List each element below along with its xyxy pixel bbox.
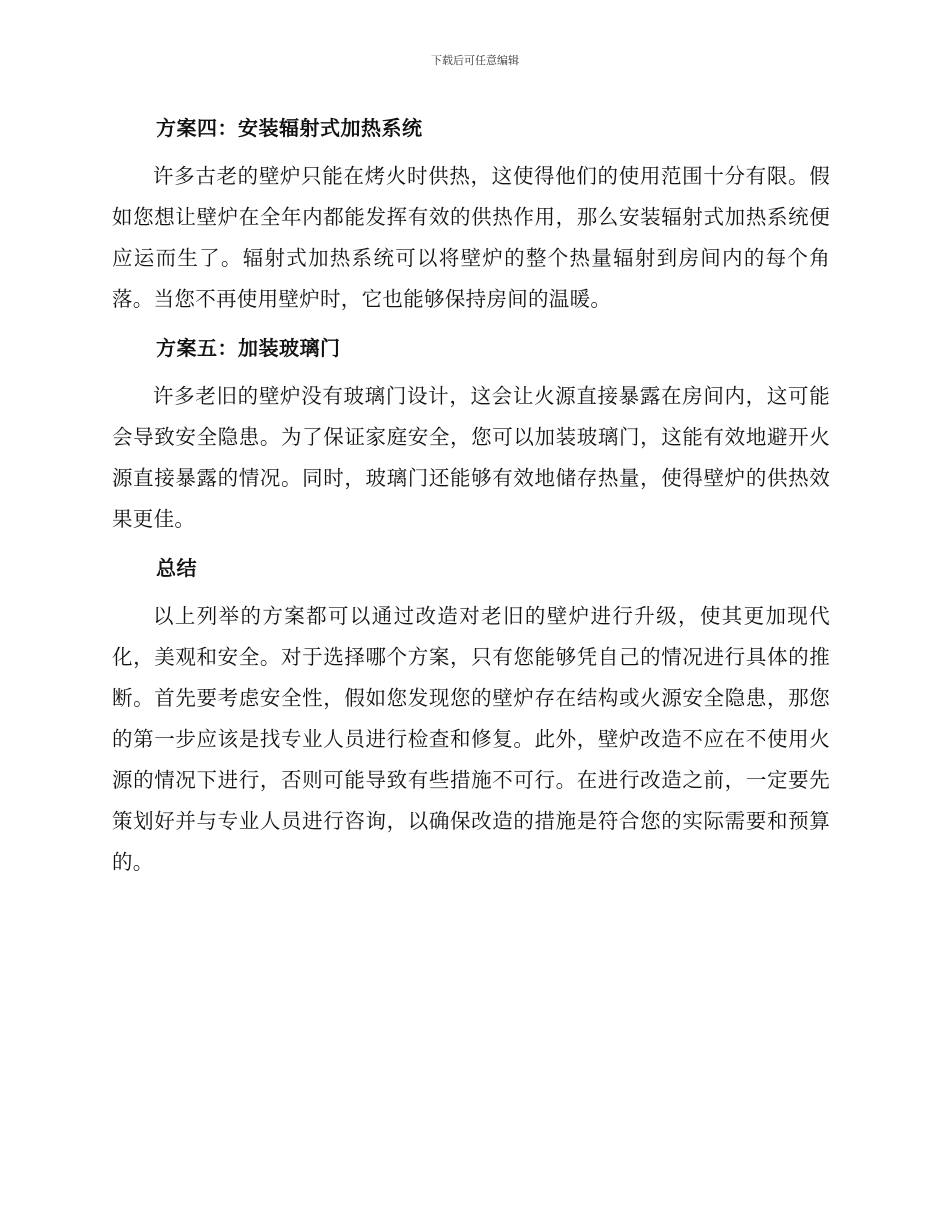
section-heading: 方案五：加装玻璃门 <box>156 336 341 360</box>
page-header: 下载后可任意编辑 <box>431 54 519 67</box>
document-body <box>112 108 830 891</box>
section-paragraph: 以上列举的方案都可以通过改造对老旧的壁炉进行升级，使其更加现代化，美观和安全。对于选择哪个方案，只有您能够凭自己的情况进行具体的推断。首先要考虑安全性，假如您发现您的壁炉存在结构或火源安全隐患，那您的第一步应该是找专业人员进行检查和修复。此外，壁炉改造不应在不使用火源的情况下进行，否则可能导致有些措施不可行。在进行改造之前，一定要先策划好并与专业人员进行咨询，以确保改造的措施是符合您的实际需要和预算的。 <box>112 604 830 874</box>
section-paragraph: 许多老旧的壁炉没有玻璃门设计，这会让火源直接暴露在房间内，这可能会导致安全隐患。为了保证家庭安全，您可以加装玻璃门，这能有效地避开火源直接暴露的情况。同时，玻璃门还能够有效地储存热量，使得壁炉的供热效果更佳。 <box>112 384 830 531</box>
section-plan-four <box>112 108 830 320</box>
section-summary <box>112 548 830 883</box>
section-paragraph: 许多古老的壁炉只能在烤火时供热，这使得他们的使用范围十分有限。假如您想让壁炉在全年内都能发挥有效的供热作用，那么安装辐射式加热系统便应运而生了。辐射式加热系统可以将壁炉的整个热量辐射到房间内的每个角落。当您不再使用壁炉时，它也能够保持房间的温暖。 <box>112 164 830 311</box>
section-plan-five <box>112 328 830 540</box>
section-heading: 总结 <box>156 556 197 580</box>
section-heading: 方案四：安装辐射式加热系统 <box>156 116 423 140</box>
